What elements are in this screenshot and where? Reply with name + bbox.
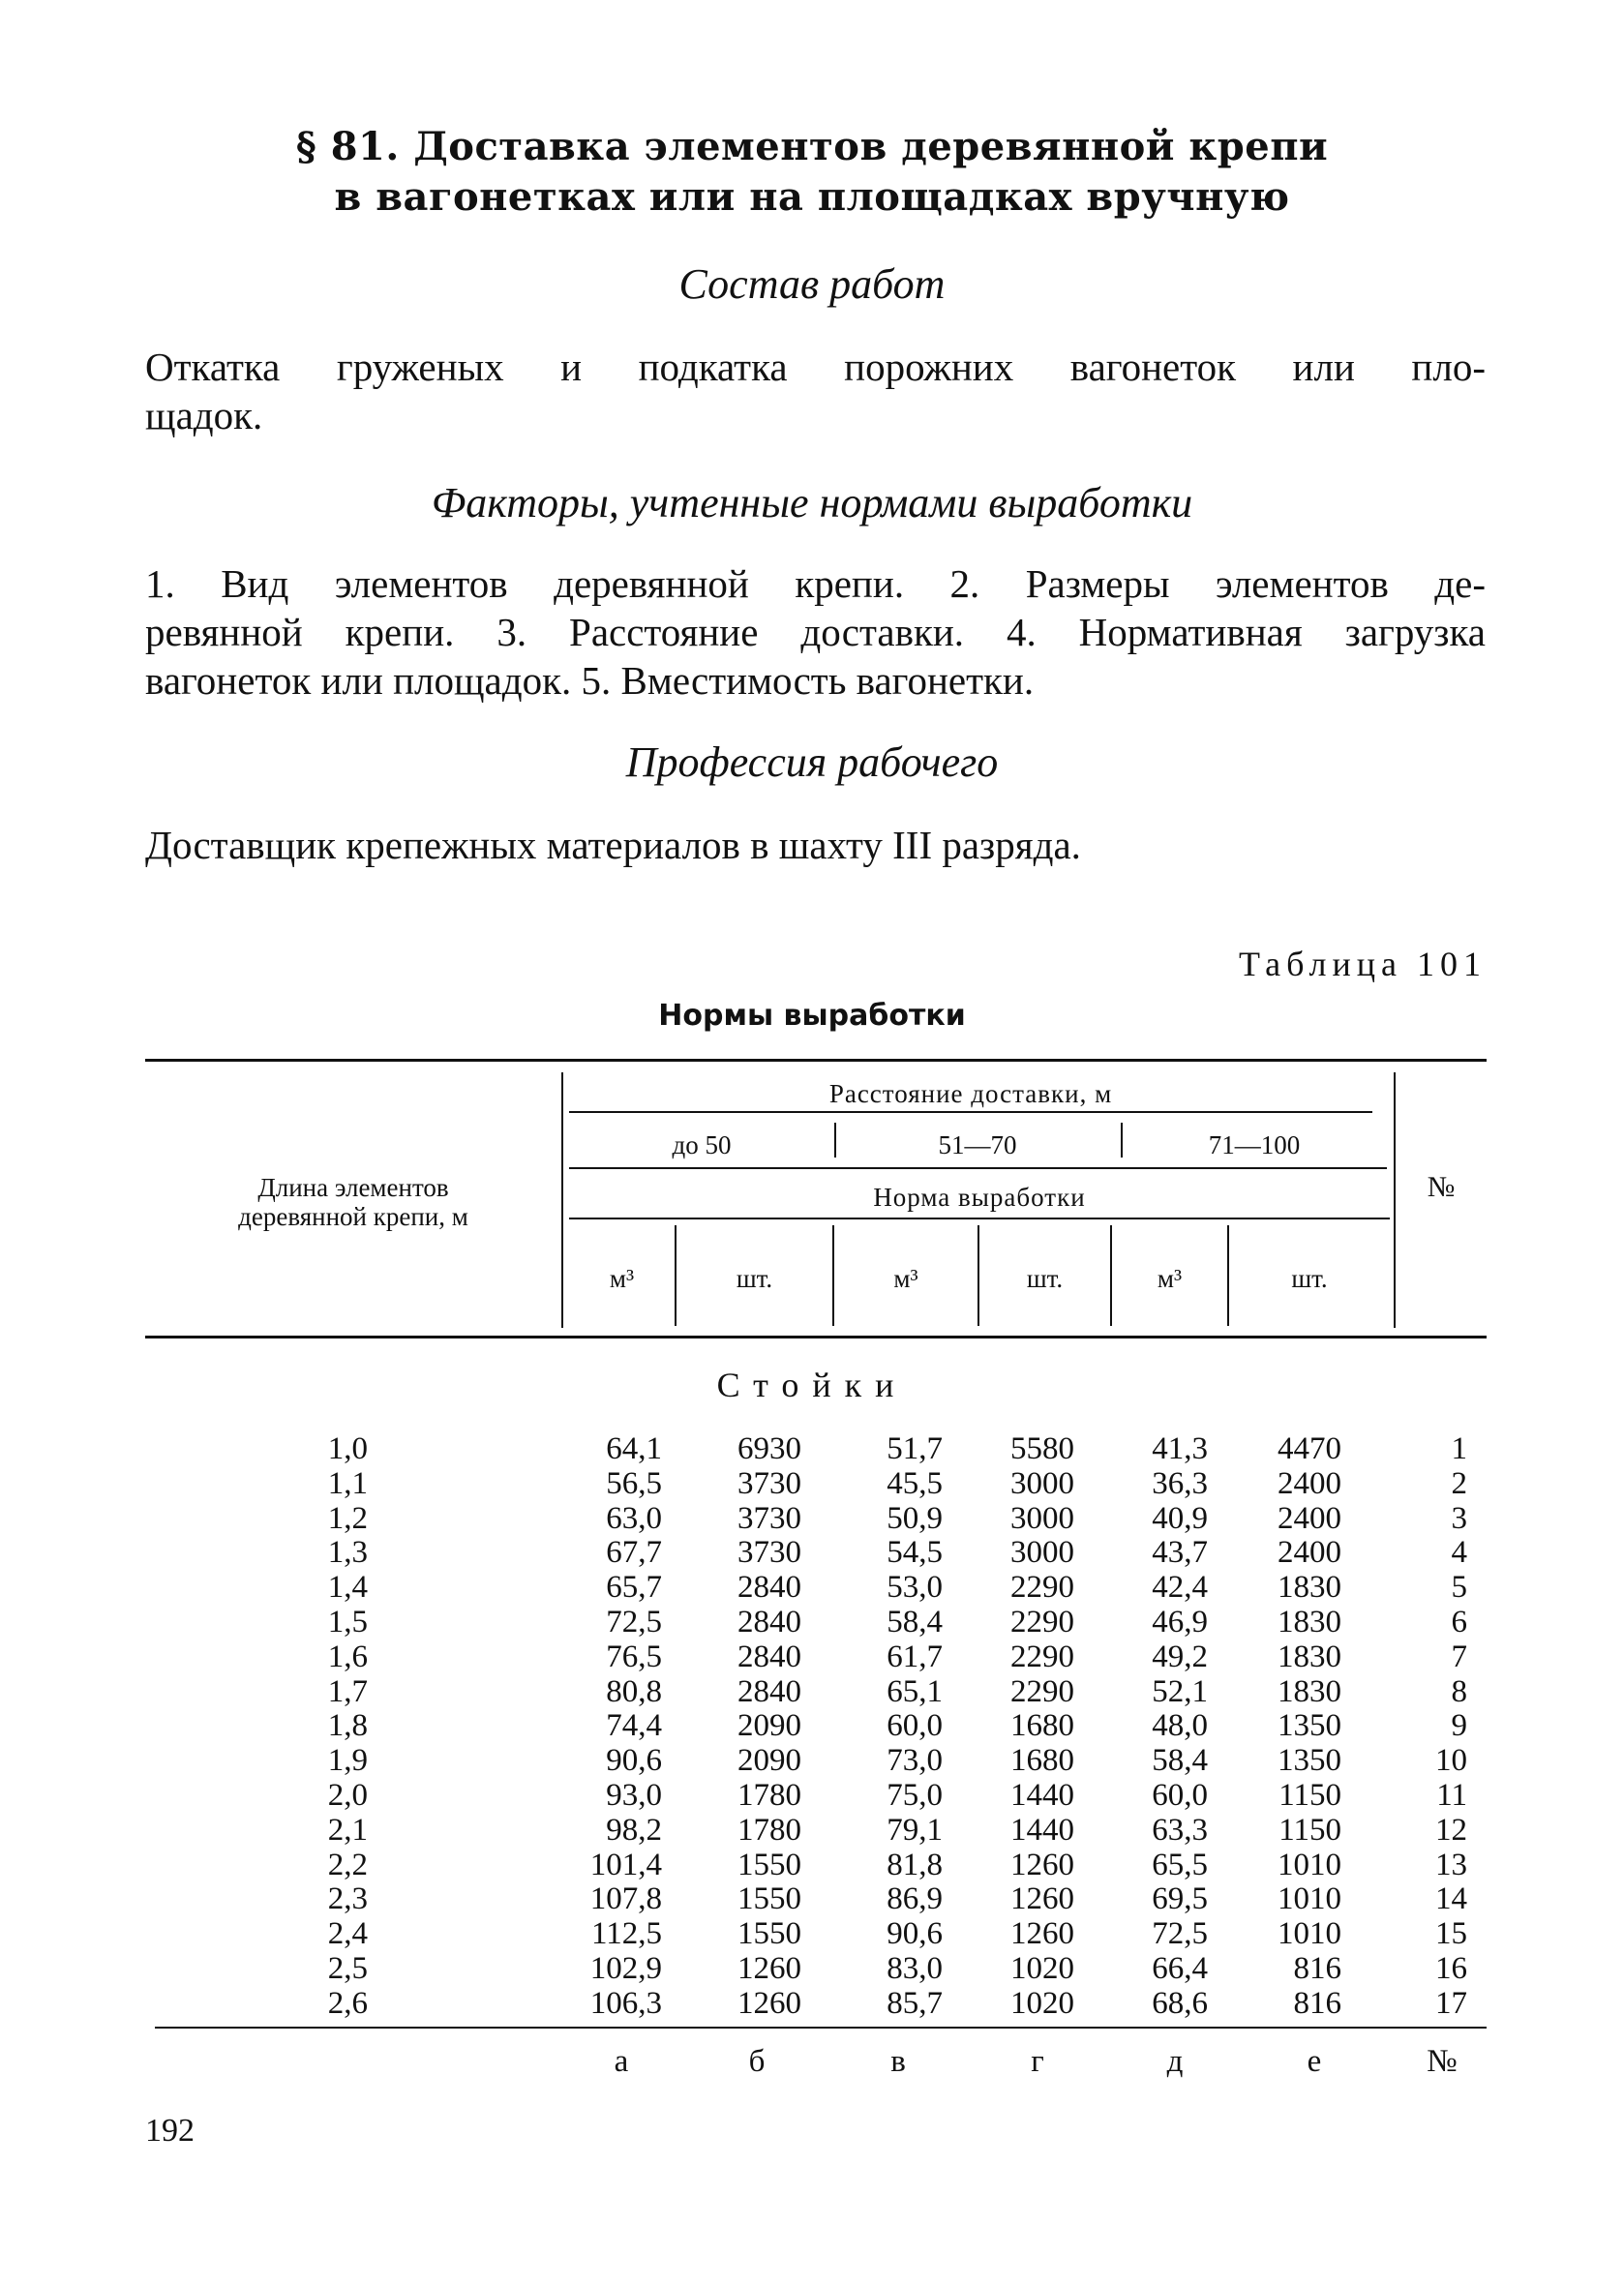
cell-e-8: 1830 [1278,1673,1341,1709]
factors-line-2: ревянной крепи. 3. Расстояние доставки. 4. Нормативная загрузка [145,610,1486,654]
unit-header-g: шт. [1026,1264,1064,1293]
cell-a-16: 102,9 [589,1950,662,1986]
cell-g-14: 1260 [1010,1881,1074,1917]
row-label-header [155,1173,552,1231]
cell-num-16: 16 [1435,1950,1467,1986]
table-number: Таблица 101 [1239,945,1487,983]
cell-d-5: 42,4 [1152,1570,1208,1606]
cell-v-2: 45,5 [887,1465,943,1501]
row-label-line-1: Длина элементов [257,1173,449,1202]
range-header-2: 51—70 [938,1130,1017,1159]
cell-e-10: 1350 [1278,1743,1341,1779]
norm-header: Норма выработки [873,1183,1086,1212]
cell-e-15: 1010 [1278,1916,1341,1952]
cell-e-13: 1010 [1278,1847,1341,1882]
cell-d-12: 63,3 [1152,1812,1208,1848]
cell-length-4: 1,3 [327,1535,368,1571]
range-header-1: до 50 [672,1130,732,1159]
cell-g-9: 1680 [1010,1708,1074,1744]
footer-letter-e: е [1307,2044,1322,2079]
cell-num-17: 17 [1435,1985,1467,2021]
cell-b-6: 2840 [737,1604,801,1639]
page-number: 192 [145,2113,195,2149]
cell-e-16: 816 [1293,1950,1341,1986]
unit-header-v: м³ [893,1264,918,1293]
cell-length-15: 2,4 [327,1916,368,1952]
cell-e-2: 2400 [1278,1465,1341,1501]
column-e [1229,1432,1341,2022]
cell-g-6: 2290 [1010,1604,1074,1639]
cell-length-2: 1,1 [327,1465,368,1501]
cell-a-13: 101,4 [589,1847,662,1882]
cell-v-4: 54,5 [887,1535,943,1571]
cell-a-6: 72,5 [606,1604,662,1639]
cell-a-15: 112,5 [590,1916,662,1952]
header-bottom-rule [145,1336,1487,1339]
cell-e-11: 1150 [1278,1777,1341,1813]
cell-d-8: 52,1 [1152,1673,1208,1709]
cell-d-14: 69,5 [1152,1881,1208,1917]
cell-a-11: 93,0 [606,1777,662,1813]
cell-b-1: 6930 [737,1431,801,1466]
cell-num-14: 14 [1435,1881,1467,1917]
unit-header-a: м³ [609,1264,635,1293]
footer-letter-d: д [1166,2044,1184,2079]
cell-g-17: 1020 [1010,1985,1074,2021]
cell-e-5: 1830 [1278,1570,1341,1606]
cell-v-6: 58,4 [887,1604,943,1639]
unit-header-e: шт. [1291,1264,1328,1293]
cell-length-16: 2,5 [327,1950,368,1986]
cell-d-15: 72,5 [1152,1916,1208,1952]
column-a [542,1432,662,2022]
section-heading-line-2: в вагонетках или на площадках вручную [334,174,1290,220]
cell-a-14: 107,8 [589,1881,662,1917]
cell-length-8: 1,7 [327,1673,368,1709]
cell-d-16: 66,4 [1152,1950,1208,1986]
cell-b-8: 2840 [737,1673,801,1709]
cell-length-5: 1,4 [327,1570,368,1606]
footer-letter-b: б [748,2044,766,2079]
section-heading-line-1: § 81. Доставка элементов деревянной крепи [295,124,1329,169]
range-header-3: 71—100 [1208,1130,1301,1159]
cell-num-7: 7 [1451,1639,1467,1674]
cell-a-12: 98,2 [606,1812,662,1848]
cell-a-10: 90,6 [606,1743,662,1779]
row-label-line-2: деревянной крепи, м [238,1202,468,1231]
cell-num-11: 11 [1436,1777,1467,1813]
cell-b-16: 1260 [737,1950,801,1986]
profession-title: Профессия рабочего [625,738,999,786]
cell-b-12: 1780 [737,1812,801,1848]
column-num [1394,1432,1467,2022]
cell-a-17: 106,3 [589,1985,662,2021]
factors-text [145,559,1486,705]
cell-a-1: 64,1 [606,1431,662,1466]
cell-e-1: 4470 [1278,1431,1341,1466]
cell-num-4: 4 [1451,1535,1467,1571]
work-composition-title: Состав работ [678,260,946,308]
num-header: № [1427,1171,1456,1203]
cell-g-10: 1680 [1010,1743,1074,1779]
profession-text [145,821,1486,869]
header-left-divider [561,1072,563,1328]
norm-rule [569,1218,1390,1219]
cell-num-6: 6 [1451,1604,1467,1639]
cell-v-1: 51,7 [887,1431,943,1466]
cell-d-3: 40,9 [1152,1500,1208,1536]
cell-length-9: 1,8 [327,1708,368,1744]
cell-e-9: 1350 [1278,1708,1341,1744]
cell-num-9: 9 [1451,1708,1467,1744]
work-composition-line-2: щадок. [145,393,263,437]
cell-e-3: 2400 [1278,1500,1341,1536]
cell-g-13: 1260 [1010,1847,1074,1882]
cell-b-13: 1550 [737,1847,801,1882]
factors-line-1: 1. Вид элементов деревянной крепи. 2. Размеры элементов де- [145,561,1486,606]
column-b [677,1432,801,2022]
cell-num-13: 13 [1435,1847,1467,1882]
column-d [1094,1432,1208,2022]
cell-length-13: 2,2 [327,1847,368,1882]
cell-g-2: 3000 [1010,1465,1074,1501]
cell-v-15: 90,6 [887,1916,943,1952]
cell-v-14: 86,9 [887,1881,943,1917]
cell-b-2: 3730 [737,1465,801,1501]
cell-length-12: 2,1 [327,1812,368,1848]
cell-g-15: 1260 [1010,1916,1074,1952]
cell-g-8: 2290 [1010,1673,1074,1709]
distance-header: Расстояние доставки, м [828,1079,1113,1108]
cell-length-10: 1,9 [327,1743,368,1779]
cell-length-1: 1,0 [327,1431,368,1466]
cell-b-10: 2090 [737,1743,801,1779]
cell-num-8: 8 [1451,1673,1467,1709]
cell-length-7: 1,6 [327,1639,368,1674]
cell-a-8: 80,8 [606,1673,662,1709]
cell-v-12: 79,1 [887,1812,943,1848]
footer-letter-num: № [1427,2044,1458,2079]
work-composition-text [145,343,1486,439]
cell-g-3: 3000 [1010,1500,1074,1536]
cell-length-17: 2,6 [327,1985,368,2021]
cell-a-9: 74,4 [606,1708,662,1744]
cell-d-2: 36,3 [1152,1465,1208,1501]
cell-g-11: 1440 [1010,1777,1074,1813]
cell-v-5: 53,0 [887,1570,943,1606]
cell-b-15: 1550 [737,1916,801,1952]
cell-length-11: 2,0 [327,1777,368,1813]
cell-e-14: 1010 [1278,1881,1341,1917]
unit-header-d: м³ [1157,1264,1183,1293]
unit-header-b: шт. [736,1264,773,1293]
cell-g-1: 5580 [1010,1431,1074,1466]
cell-e-7: 1830 [1278,1639,1341,1674]
cell-d-17: 68,6 [1152,1985,1208,2021]
cell-e-12: 1150 [1278,1812,1341,1848]
cell-b-9: 2090 [737,1708,801,1744]
cell-b-11: 1780 [737,1777,801,1813]
work-composition-line-1: Откатка груженых и подкатка порожних вагонеток или пло- [145,345,1486,389]
cell-d-4: 43,7 [1152,1535,1208,1571]
cell-b-4: 3730 [737,1535,801,1571]
column-g [968,1432,1074,2022]
cell-v-16: 83,0 [887,1950,943,1986]
cell-e-17: 816 [1293,1985,1341,2021]
cell-v-8: 65,1 [887,1673,943,1709]
section-title-stoyki: Стойки [716,1366,908,1404]
cell-v-9: 60,0 [887,1708,943,1744]
cell-b-3: 3730 [737,1500,801,1536]
table-title: Нормы выработки [658,999,966,1033]
cell-d-6: 46,9 [1152,1604,1208,1639]
cell-e-6: 1830 [1278,1604,1341,1639]
cell-a-4: 67,7 [606,1535,662,1571]
profession-line: Доставщик крепежных материалов в шахту III разряда. [145,823,1081,867]
cell-d-11: 60,0 [1152,1777,1208,1813]
cell-b-7: 2840 [737,1639,801,1674]
factors-title: Факторы, учтенные нормами выработки [431,479,1193,526]
cell-b-17: 1260 [737,1985,801,2021]
column-length [290,1432,368,2022]
ranges-rule [569,1167,1387,1169]
cell-g-16: 1020 [1010,1950,1074,1986]
table-bottom-rule [155,2027,1487,2029]
cell-v-7: 61,7 [887,1639,943,1674]
cell-d-9: 48,0 [1152,1708,1208,1744]
cell-a-7: 76,5 [606,1639,662,1674]
cell-num-15: 15 [1435,1916,1467,1952]
cell-a-5: 65,7 [606,1570,662,1606]
cell-v-17: 85,7 [887,1985,943,2021]
cell-num-2: 2 [1451,1465,1467,1501]
cell-g-7: 2290 [1010,1639,1074,1674]
footer-letter-g: г [1031,2044,1044,2079]
cell-e-4: 2400 [1278,1535,1341,1571]
cell-v-3: 50,9 [887,1500,943,1536]
cell-d-10: 58,4 [1152,1743,1208,1779]
footer-letter-v: в [890,2044,906,2079]
table-top-rule [145,1059,1487,1062]
cell-d-7: 49,2 [1152,1639,1208,1674]
cell-num-3: 3 [1451,1500,1467,1536]
cell-b-14: 1550 [737,1881,801,1917]
cell-v-13: 81,8 [887,1847,943,1882]
cell-a-2: 56,5 [606,1465,662,1501]
cell-a-3: 63,0 [606,1500,662,1536]
cell-num-5: 5 [1451,1570,1467,1606]
cell-num-12: 12 [1435,1812,1467,1848]
cell-g-12: 1440 [1010,1812,1074,1848]
column-v [823,1432,943,2022]
cell-g-4: 3000 [1010,1535,1074,1571]
factors-line-3: вагонеток или площадок. 5. Вместимость вагонетки. [145,658,1035,703]
cell-d-1: 41,3 [1152,1431,1208,1466]
cell-b-5: 2840 [737,1570,801,1606]
cell-g-5: 2290 [1010,1570,1074,1606]
cell-v-10: 73,0 [887,1743,943,1779]
distance-rule [569,1111,1372,1113]
cell-d-13: 65,5 [1152,1847,1208,1882]
cell-length-14: 2,3 [327,1881,368,1917]
cell-length-3: 1,2 [327,1500,368,1536]
footer-letter-a: а [614,2044,629,2079]
cell-num-10: 10 [1435,1743,1467,1779]
cell-length-6: 1,5 [327,1604,368,1639]
cell-num-1: 1 [1451,1431,1467,1466]
cell-v-11: 75,0 [887,1777,943,1813]
